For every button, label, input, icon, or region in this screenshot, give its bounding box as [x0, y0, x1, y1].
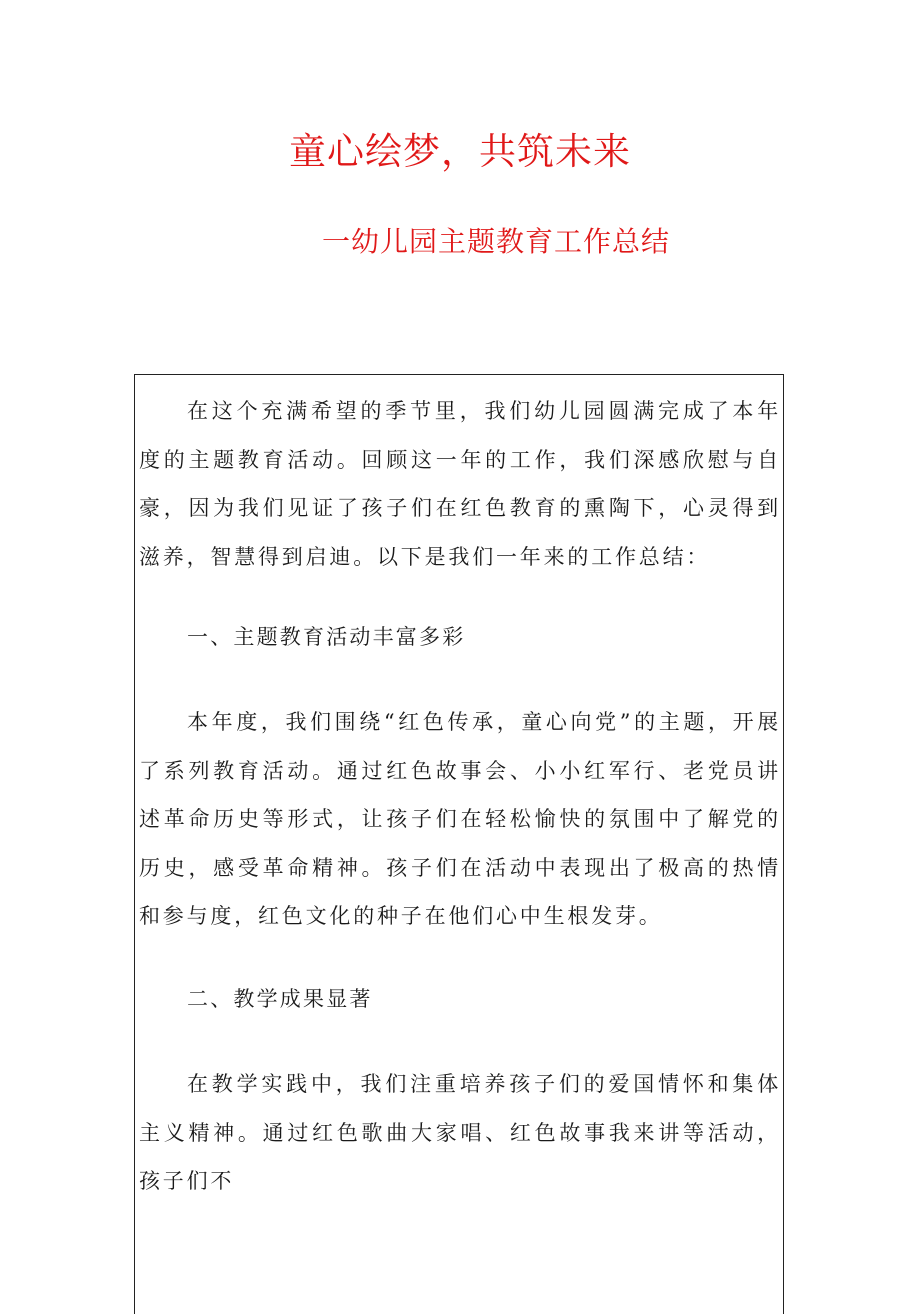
section-1-paragraph: 本年度，我们围绕“红色传承，童心向党”的主题，开展了系列教育活动。通过红色故事会、小小红军行、老党员讲述革命历史等形式，让孩子们在轻松愉快的氛围中了解党的历史，感受革命精神。孩子们在活动中表现出了极高的热情和参与度，红色文化的种子在他们心中生根发芽。	[139, 710, 781, 928]
section-2-heading: 二、教学成果显著	[187, 987, 373, 1011]
document-title: 童心绘梦，共筑未来	[289, 130, 631, 173]
content-frame	[134, 374, 784, 1314]
section-2-paragraph: 在教学实践中，我们注重培养孩子们的爱国情怀和集体主义精神。通过红色歌曲大家唱、红色故事我来讲等活动，孩子们不	[139, 1072, 781, 1193]
document-subtitle: 一幼儿园主题教育工作总结	[322, 225, 671, 258]
intro-paragraph: 在这个充满希望的季节里，我们幼儿园圆满完成了本年度的主题教育活动。回顾这一年的工作，我们深感欣慰与自豪，因为我们见证了孩子们在红色教育的熏陶下，心灵得到滋养，智慧得到启迪。以下是我们一年来的工作总结：	[139, 399, 781, 569]
section-1-heading: 一、主题教育活动丰富多彩	[187, 625, 466, 649]
